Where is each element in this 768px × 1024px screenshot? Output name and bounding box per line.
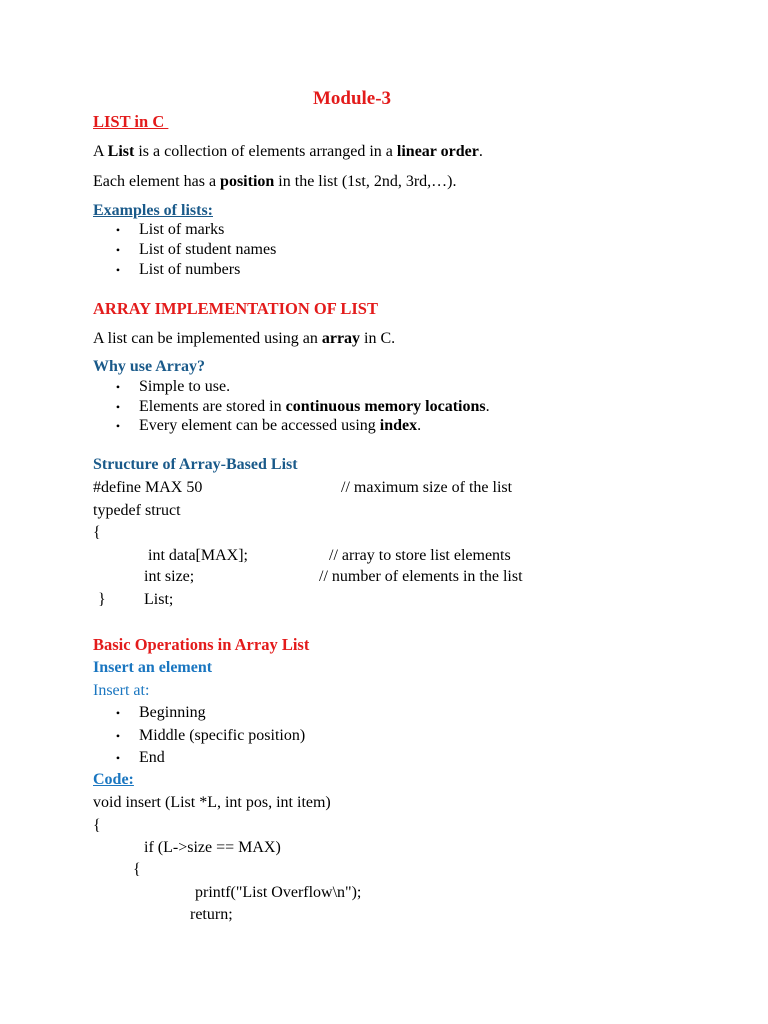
bullet-icon (114, 705, 122, 723)
code-line: { (93, 817, 101, 834)
list-item: Middle (specific position) (139, 727, 306, 744)
intro-paragraph-1: A List is a collection of elements arranged in a linear order. (93, 143, 483, 160)
examples-heading: Examples of lists: (93, 202, 213, 219)
code-line: { (133, 861, 141, 878)
list-heading: LIST in C (93, 112, 169, 131)
insert-at-label: Insert at: (93, 682, 150, 699)
bullet-icon (114, 242, 122, 260)
list-item: Simple to use. (139, 378, 231, 395)
list-item: Beginning (139, 704, 206, 721)
why-array-heading: Why use Array? (93, 358, 205, 375)
code-line: void insert (List *L, int pos, int item) (93, 794, 331, 811)
code-line: { (93, 524, 101, 541)
code-comment: // number of elements in the list (319, 568, 523, 585)
code-comment: // maximum size of the list (341, 479, 513, 496)
basic-ops-heading: Basic Operations in Array List (93, 635, 310, 654)
code-comment: // array to store list elements (329, 547, 511, 564)
bullet-icon (114, 399, 122, 417)
code-line: printf("List Overflow\n"); (195, 884, 362, 901)
code-line: int size; (144, 568, 195, 585)
bullet-icon (114, 750, 122, 768)
code-line: if (L->size == MAX) (144, 839, 281, 856)
code-line: int data[MAX]; (148, 547, 248, 564)
list-item: List of student names (139, 241, 277, 258)
code-line: typedef struct (93, 502, 181, 519)
insert-heading: Insert an element (93, 659, 213, 676)
array-impl-heading: ARRAY IMPLEMENTATION OF LIST (93, 299, 378, 318)
page-title: Module-3 (312, 88, 392, 109)
bullet-icon (114, 418, 122, 436)
bullet-icon (114, 262, 122, 280)
code-line: } (98, 591, 106, 608)
list-item: End (139, 749, 165, 766)
list-item: List of numbers (139, 261, 241, 278)
code-line: #define MAX 50 (93, 479, 203, 496)
list-item: Elements are stored in continuous memory locations. (139, 398, 490, 415)
list-item: Every element can be accessed using index. (139, 417, 422, 434)
bullet-icon (114, 728, 122, 746)
code-line: return; (190, 906, 233, 923)
code-line: List; (144, 591, 174, 608)
bullet-icon (114, 222, 122, 240)
intro-paragraph-2: Each element has a position in the list (1st, 2nd, 3rd,…). (93, 173, 457, 190)
array-impl-paragraph: A list can be implemented using an array in C. (93, 330, 396, 347)
structure-heading: Structure of Array-Based List (93, 456, 298, 473)
code-heading: Code: (93, 771, 134, 788)
list-item: List of marks (139, 221, 225, 238)
bullet-icon (114, 379, 122, 397)
